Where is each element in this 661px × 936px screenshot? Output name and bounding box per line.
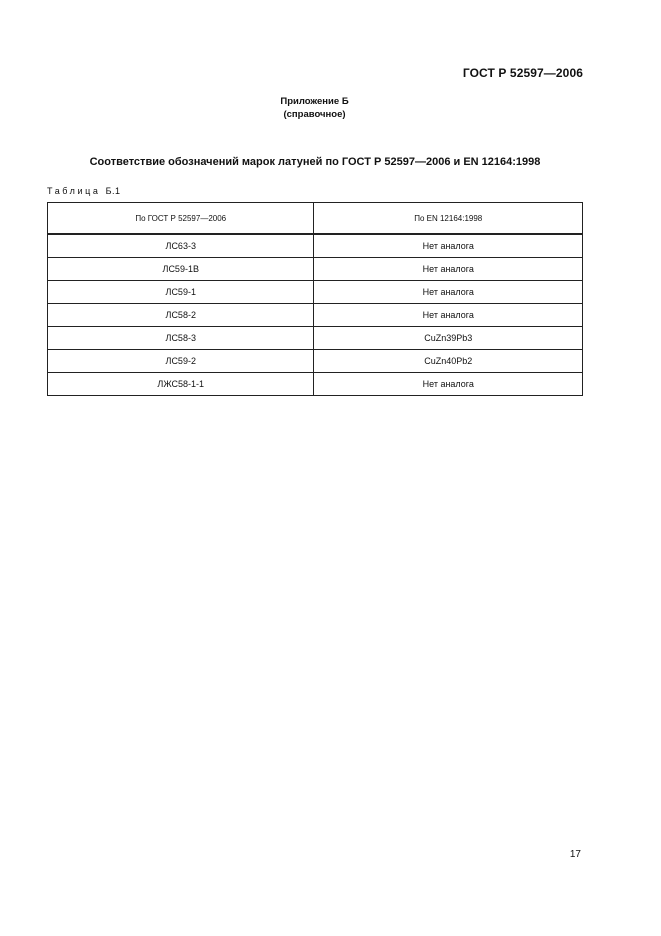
table-caption-number: Б.1 [105, 186, 121, 196]
column-header-gost: По ГОСТ Р 52597—2006 [48, 203, 314, 235]
cell-gost-grade: ЛС58-2 [48, 304, 314, 327]
cell-en-grade: Нет аналога [314, 373, 583, 396]
cell-en-grade: Нет аналога [314, 234, 583, 258]
cell-en-grade: Нет аналога [314, 304, 583, 327]
cell-en-grade: Нет аналога [314, 281, 583, 304]
table-row [48, 304, 583, 327]
document-title: Соответствие обозначений марок латуней по ГОСТ Р 52597—2006 и EN 12164:1998 [89, 156, 541, 168]
appendix-label: Приложение Б [280, 96, 349, 107]
column-header-en: По EN 12164:1998 [314, 203, 583, 235]
table-row [48, 373, 583, 396]
table-row [48, 234, 583, 258]
cell-en-grade: CuZn39Pb3 [314, 327, 583, 350]
table-row [48, 327, 583, 350]
cell-gost-grade: ЛС58-3 [48, 327, 314, 350]
table-row [48, 258, 583, 281]
document-code: ГОСТ Р 52597—2006 [462, 66, 583, 80]
cell-en-grade: Нет аналога [314, 258, 583, 281]
appendix-heading [0, 95, 629, 121]
page-number: 17 [569, 849, 581, 860]
cell-gost-grade: ЛС59-1В [48, 258, 314, 281]
cell-en-grade: CuZn40Pb2 [314, 350, 583, 373]
table-row [48, 281, 583, 304]
table-row [48, 350, 583, 373]
appendix-type: (справочное) [283, 109, 346, 120]
table-header-row [48, 203, 583, 235]
correspondence-table [47, 202, 583, 396]
cell-gost-grade: ЛС59-1 [48, 281, 314, 304]
table-caption-prefix: Таблица [47, 186, 101, 196]
cell-gost-grade: ЛС59-2 [48, 350, 314, 373]
cell-gost-grade: ЛС63-3 [48, 234, 314, 258]
table-caption [47, 186, 121, 196]
cell-gost-grade: ЛЖС58-1-1 [48, 373, 314, 396]
